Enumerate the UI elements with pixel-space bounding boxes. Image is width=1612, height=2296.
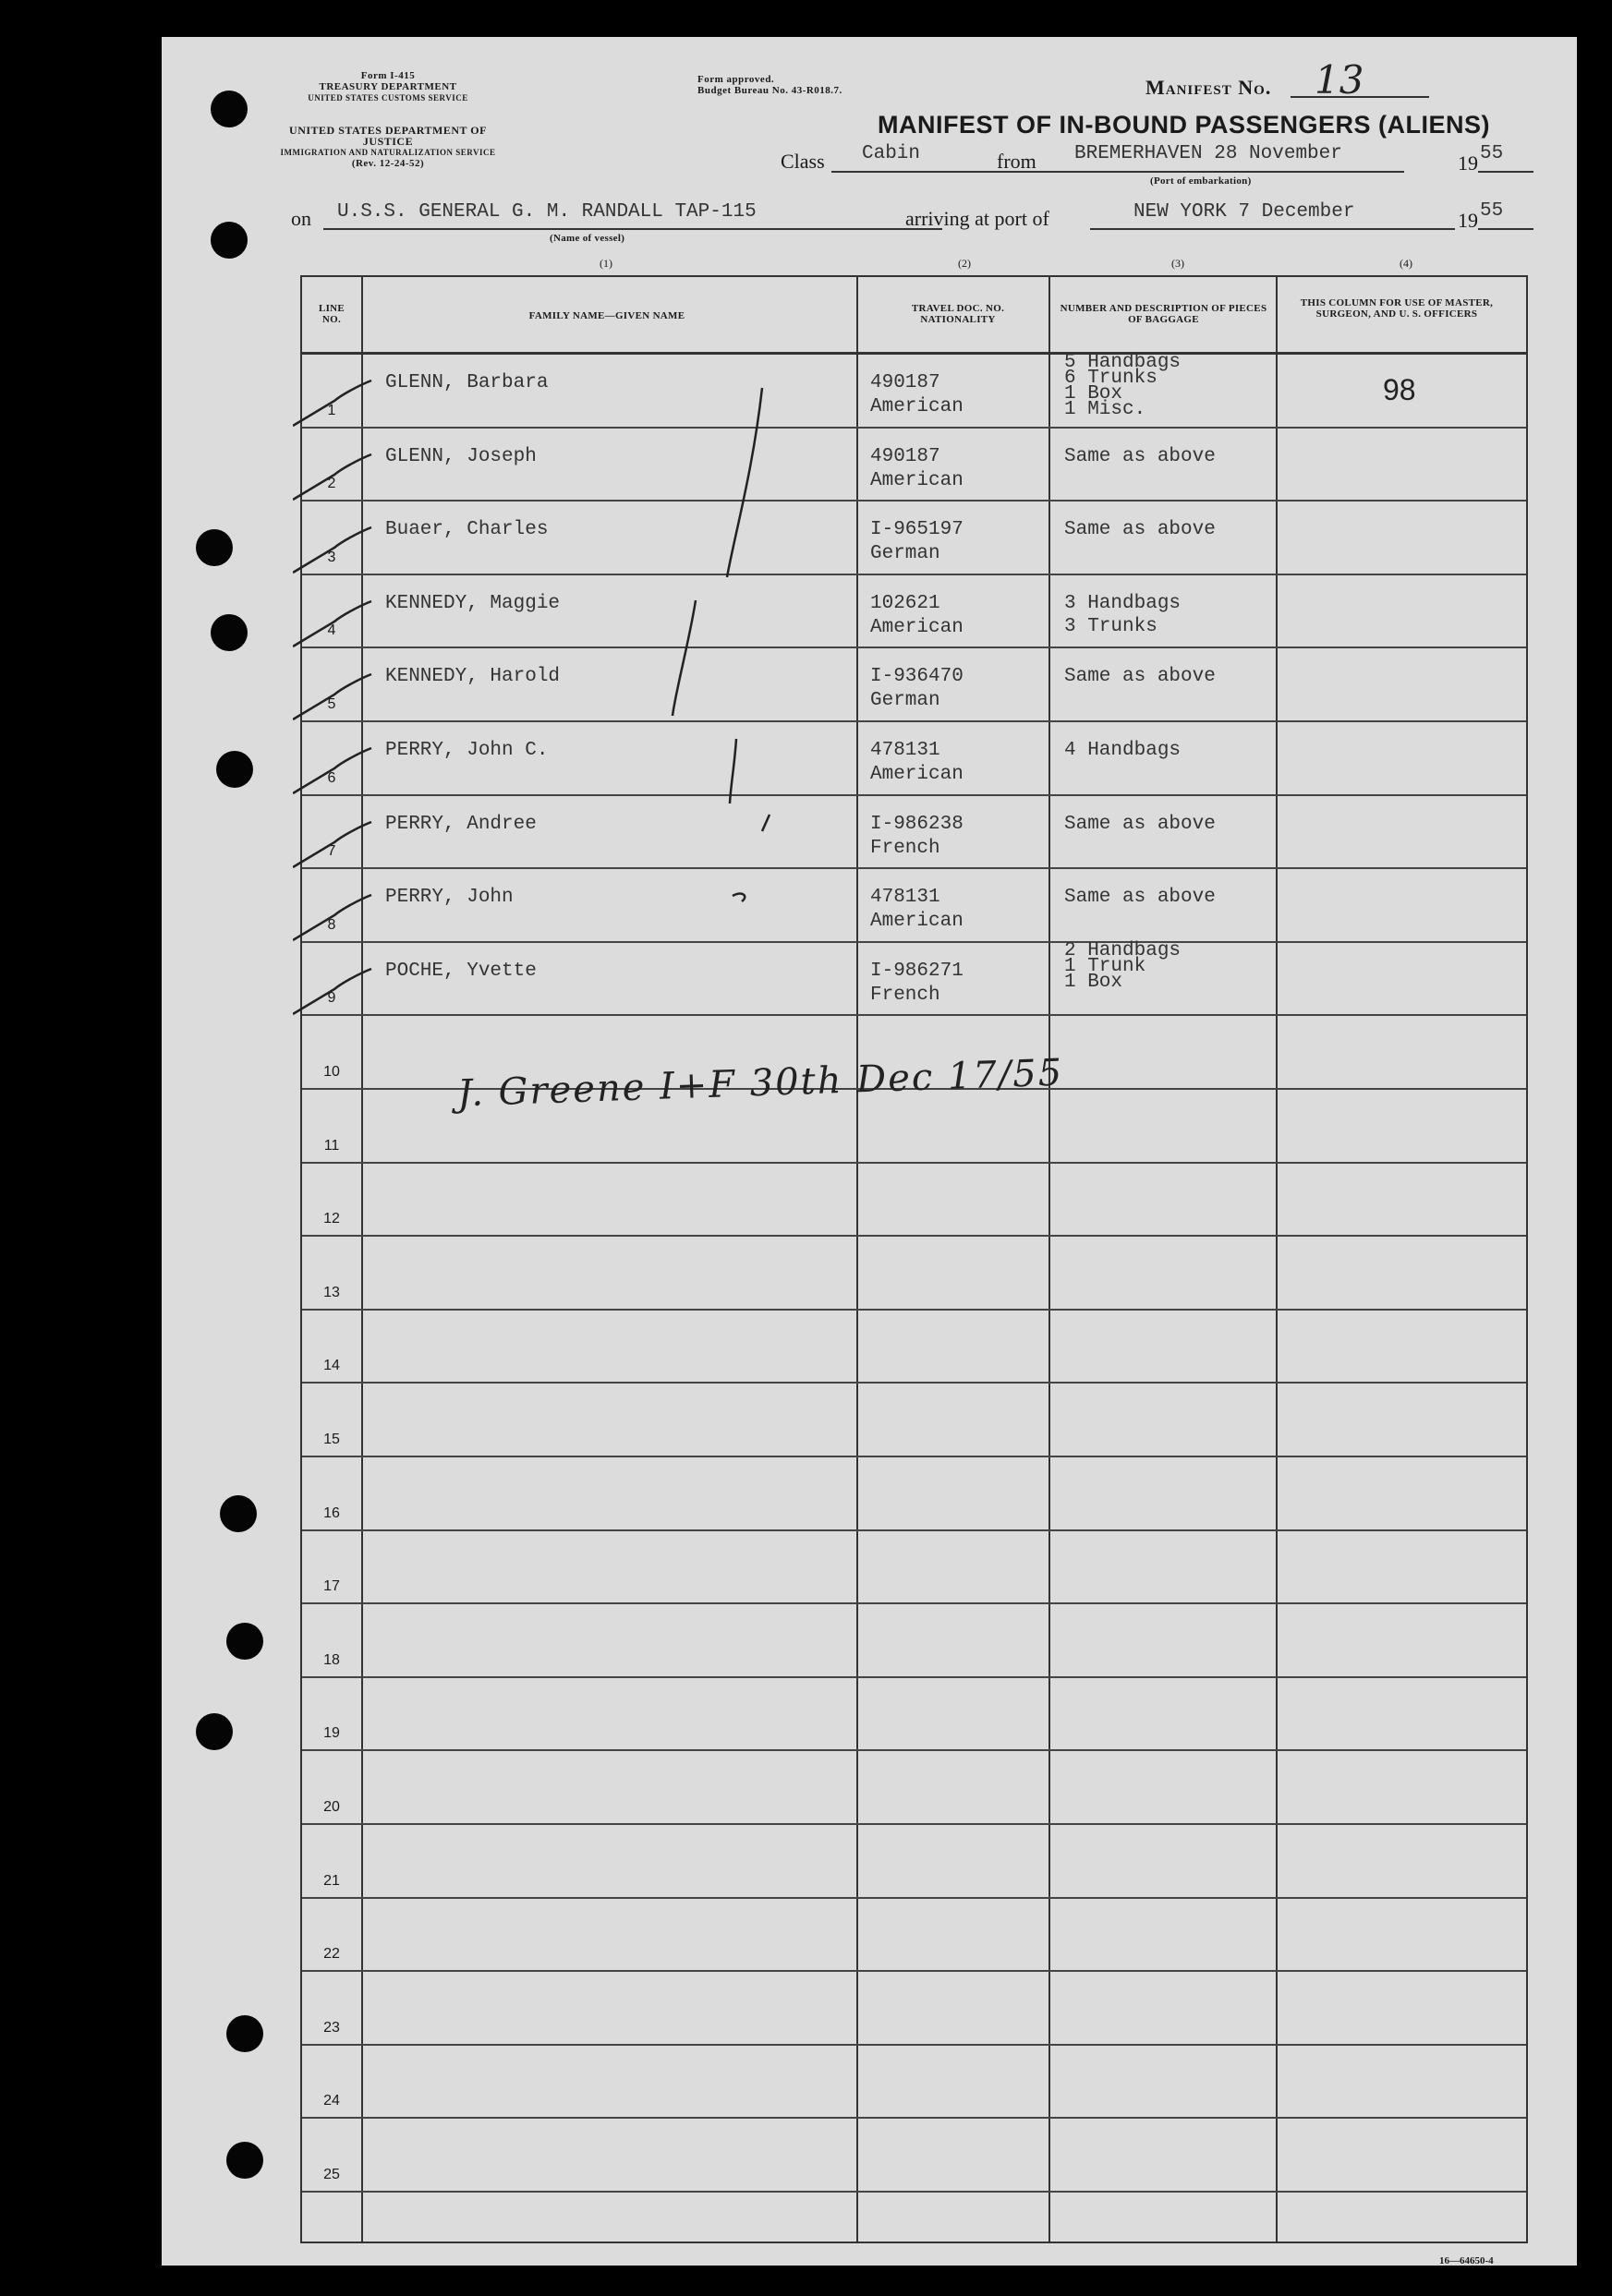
- line-number: 4: [327, 622, 336, 639]
- arriving-label: arriving at port of: [905, 207, 1049, 230]
- baggage-item: 1 Trunk: [1064, 955, 1146, 977]
- check-marks: [162, 37, 1577, 2266]
- embarkation-caption: (Port of embarkation): [1150, 175, 1252, 187]
- passenger-name: Buaer, Charles: [385, 519, 549, 541]
- line-number: 15: [323, 1432, 340, 1447]
- manifest-sheet: [162, 37, 1577, 2266]
- travel-doc-number: I-965197: [870, 519, 964, 541]
- line-number: 13: [323, 1284, 340, 1300]
- baggage-item: Same as above: [1064, 445, 1216, 467]
- treasury-label: TREASURY DEPARTMENT: [319, 81, 457, 92]
- baggage-item: Same as above: [1064, 813, 1216, 835]
- budget-bureau: Budget Bureau No. 43-R018.7.: [697, 85, 842, 96]
- line-number: 16: [323, 1504, 340, 1521]
- nationality: German: [870, 690, 940, 712]
- column-number-1: (1): [600, 257, 612, 270]
- customs-label: UNITED STATES CUSTOMS SERVICE: [308, 93, 468, 103]
- passenger-name: KENNEDY, Maggie: [385, 592, 561, 614]
- manifest-title: MANIFEST OF IN-BOUND PASSENGERS (ALIENS): [878, 111, 1491, 139]
- binder-hole: [211, 91, 248, 127]
- nationality: American: [870, 764, 964, 785]
- line-number: 6: [327, 769, 336, 786]
- travel-doc-number: 478131: [870, 887, 940, 909]
- travel-doc-number: I-986238: [870, 813, 964, 835]
- line-number: 20: [323, 1799, 340, 1815]
- nationality: American: [870, 616, 964, 638]
- baggage-item: 2 Handbags: [1064, 939, 1182, 961]
- year-prefix-2: 19: [1458, 209, 1478, 232]
- year-value-2: 55: [1480, 200, 1504, 222]
- passenger-name: GLENN, Joseph: [385, 445, 537, 467]
- binder-hole: [211, 614, 248, 651]
- nationality: American: [870, 396, 964, 417]
- baggage-item: 1 Box: [1064, 383, 1123, 405]
- line-number: 25: [323, 2167, 340, 2182]
- baggage-item: 5 Handbags: [1064, 352, 1182, 373]
- line-number: 21: [323, 1872, 340, 1889]
- travel-doc-number: 102621: [870, 592, 940, 614]
- line-number: 9: [327, 990, 336, 1007]
- from-label: from: [997, 150, 1036, 173]
- binder-hole: [226, 2142, 263, 2179]
- baggage-item: 3 Trunks: [1064, 615, 1157, 637]
- baggage-item: 1 Box: [1064, 971, 1123, 993]
- line-number: 2: [327, 476, 336, 492]
- year-prefix-1: 19: [1458, 151, 1478, 175]
- form-footer: 16—64650-4: [1439, 2255, 1494, 2266]
- manifest-no-label: Manifest No.: [1145, 76, 1272, 99]
- handwritten-annotation: J. Greene I+F 30th Dec 17/55: [456, 1051, 1064, 1116]
- passenger-name: PERRY, John: [385, 887, 514, 909]
- travel-doc-number: 490187: [870, 445, 940, 467]
- passenger-name: KENNEDY, Harold: [385, 666, 561, 688]
- manifest-no-value: 13: [1315, 57, 1364, 103]
- binder-hole: [196, 1713, 233, 1750]
- baggage-item: 3 Handbags: [1064, 592, 1182, 614]
- justice-label: UNITED STATES DEPARTMENT OF JUSTICE: [289, 124, 487, 148]
- line-number: 24: [323, 2093, 340, 2109]
- column-number-2: (2): [958, 257, 971, 270]
- line-number: 7: [327, 843, 336, 860]
- travel-doc-number: 478131: [870, 740, 940, 761]
- line-number: 14: [323, 1358, 340, 1374]
- nationality: French: [870, 837, 940, 859]
- baggage-item: 4 Handbags: [1064, 740, 1182, 761]
- nationality: American: [870, 911, 964, 933]
- line-number: 12: [323, 1211, 340, 1227]
- form-number: Form I-415: [360, 70, 416, 81]
- ins-label: IMMIGRATION AND NATURALIZATION SERVICE: [280, 148, 496, 157]
- binder-hole: [226, 2015, 263, 2052]
- travel-doc-number: 490187: [870, 372, 940, 393]
- passenger-name: PERRY, John C.: [385, 740, 549, 761]
- line-number: 23: [323, 2019, 340, 2036]
- nationality: American: [870, 469, 964, 491]
- line-number: 22: [323, 1946, 340, 1963]
- binder-hole: [220, 1495, 257, 1532]
- baggage-item: Same as above: [1064, 666, 1216, 688]
- on-label: on: [291, 207, 311, 230]
- vessel-name: U.S.S. GENERAL G. M. RANDALL TAP-115: [337, 201, 757, 223]
- officer-mark: 98: [1383, 373, 1416, 406]
- class-label: Class: [781, 150, 825, 173]
- travel-doc-number: I-936470: [870, 666, 964, 688]
- travel-doc-number: I-986271: [870, 960, 964, 982]
- passenger-name: PERRY, Andree: [385, 813, 537, 835]
- form-approved: Form approved.: [697, 74, 775, 85]
- class-value: Cabin: [862, 143, 921, 164]
- binder-hole: [196, 529, 233, 566]
- line-number: 10: [323, 1064, 340, 1080]
- header-travel-doc: TRAVEL DOC. NO. NATIONALITY: [911, 303, 1005, 325]
- line-number: 11: [323, 1137, 340, 1154]
- baggage-item: Same as above: [1064, 887, 1216, 909]
- vessel-caption: (Name of vessel): [550, 233, 625, 244]
- header-line-no: LINE NO.: [318, 303, 345, 325]
- nationality: French: [870, 984, 940, 1006]
- line-number: 19: [323, 1725, 340, 1742]
- revision-label: (Rev. 12-24-52): [351, 158, 425, 169]
- passenger-name: GLENN, Barbara: [385, 372, 549, 393]
- column-number-4: (4): [1400, 257, 1412, 270]
- header-family-name: FAMILY NAME—GIVEN NAME: [528, 310, 685, 321]
- line-number: 18: [323, 1651, 340, 1668]
- arrival-value: NEW YORK 7 December: [1133, 201, 1355, 223]
- binder-hole: [226, 1623, 263, 1660]
- line-number: 17: [323, 1578, 340, 1595]
- baggage-item: 1 Misc.: [1064, 399, 1146, 420]
- baggage-item: Same as above: [1064, 519, 1216, 541]
- line-number: 8: [327, 916, 336, 933]
- line-number: 1: [327, 402, 336, 418]
- line-number: 5: [327, 696, 336, 712]
- embarkation-value: BREMERHAVEN 28 November: [1074, 143, 1342, 164]
- baggage-item: 6 Trunks: [1064, 368, 1157, 389]
- passenger-name: POCHE, Yvette: [385, 960, 537, 982]
- line-number: 3: [327, 549, 336, 565]
- binder-hole: [211, 222, 248, 259]
- header-baggage: NUMBER AND DESCRIPTION OF PIECES OF BAGGAGE: [1060, 303, 1267, 325]
- column-number-3: (3): [1171, 257, 1184, 270]
- year-value-1: 55: [1480, 143, 1504, 164]
- nationality: German: [870, 543, 940, 565]
- binder-hole: [216, 751, 253, 788]
- header-officers: THIS COLUMN FOR USE OF MASTER, SURGEON, AND U. S. OFFICERS: [1300, 297, 1494, 320]
